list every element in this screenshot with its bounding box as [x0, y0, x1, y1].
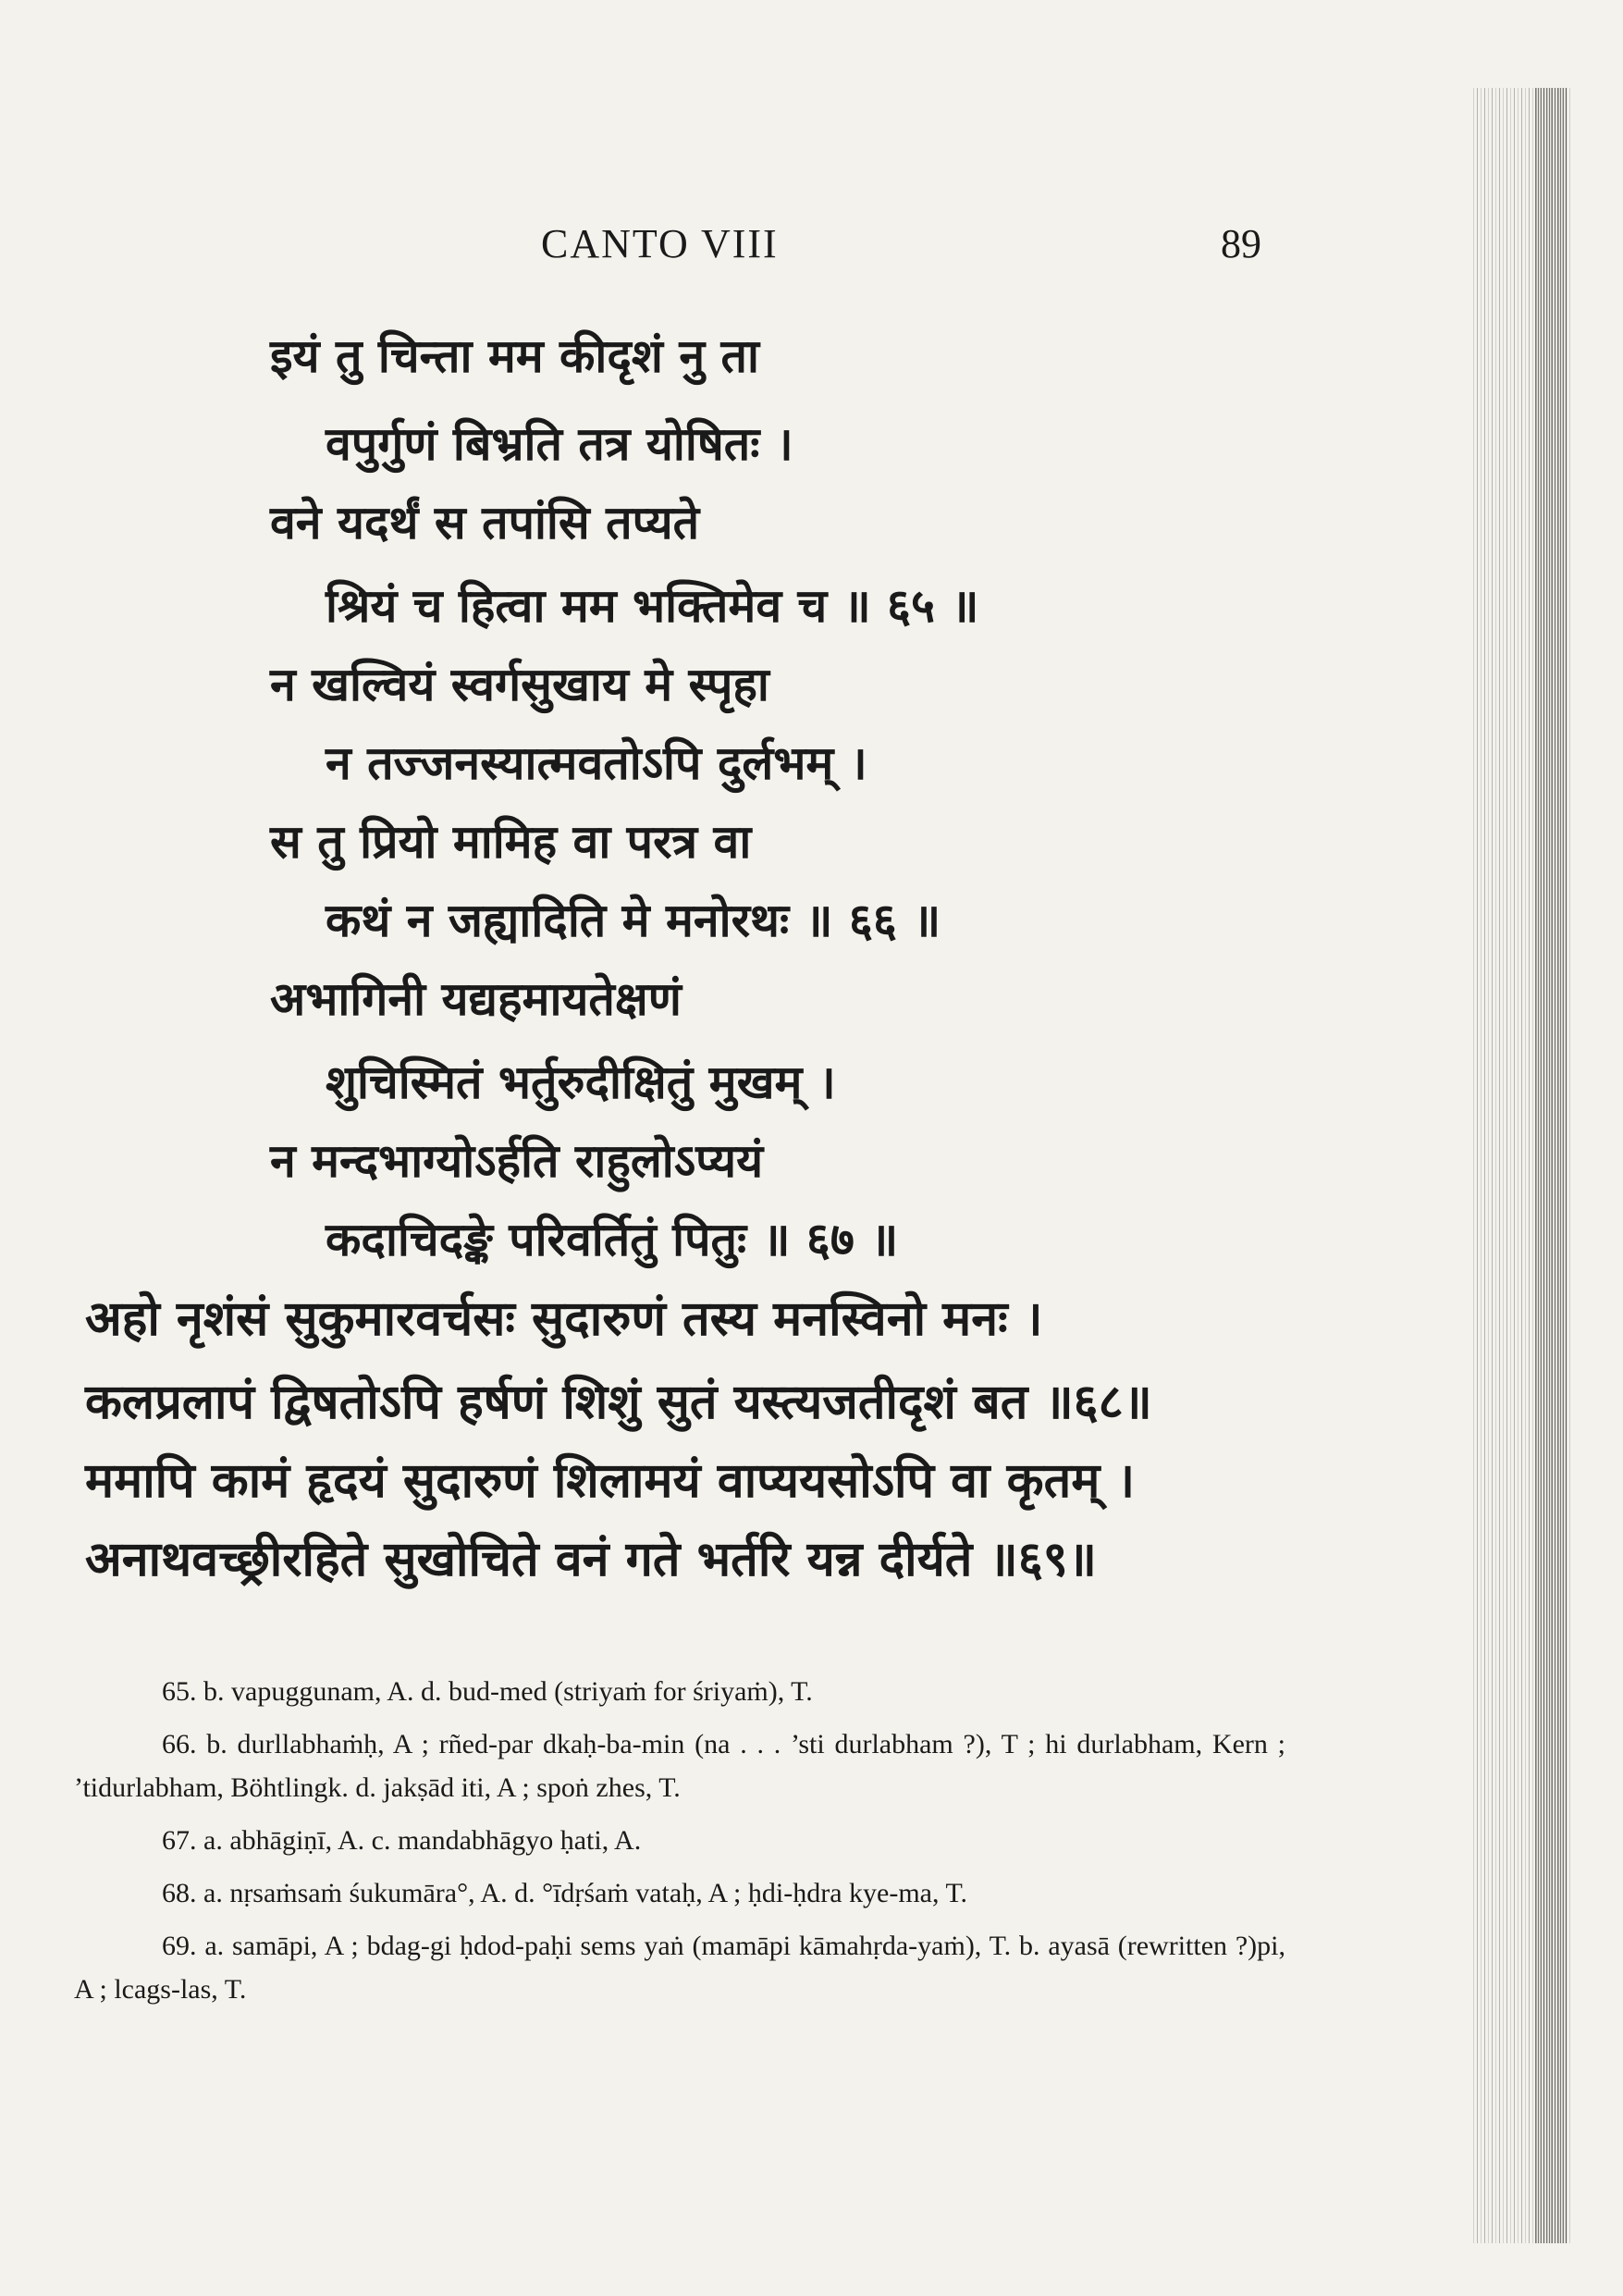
note-68: 68. a. nṛsaṁsaṁ śukumāra°, A. d. °īdṛśaṁ vataḥ, A ; ḥdi-ḥdra kye-ma, T. — [162, 1878, 968, 1908]
verse-line: वने यदर्थं स तपांसि तप्यते — [270, 496, 700, 549]
note-65: 65. b. vapuggunam, A. d. bud-med (striyaṁ for śriyaṁ), T. — [162, 1676, 813, 1707]
verse-line: श्रियं च हित्वा मम भक्तिमेव च ॥ ६५ ॥ — [326, 579, 979, 633]
critical-notes — [74, 1670, 1285, 2020]
verse-line: कलप्रलापं द्विषतोऽपि हर्षणं शिशुं सुतं यस्त्यजतीदृशं बत ॥६८॥ — [85, 1375, 1152, 1430]
note-69: 69. a. samāpi, A ; bdag-gi ḥdod-paḥi sems yaṅ (mamāpi kāmahṛda-yaṁ), T. b. ayasā (rewritten ?)pi, A ; lcags-las, T. — [74, 1931, 1285, 2005]
verse-line: कथं न जह्यादिति मे मनोरथः ॥ ६६ ॥ — [326, 894, 941, 947]
verse-line: अभागिनी यद्यहमायतेक्षणं — [270, 972, 682, 1026]
binding-edge — [1535, 88, 1568, 2243]
verse-line: कदाचिदङ्के परिवर्तितुं पितुः ॥ ६७ ॥ — [326, 1213, 899, 1266]
verse-line: ममापि कामं हृदयं सुदारुणं शिलामयं वाप्ययसोऽपि वा कृतम् । — [85, 1453, 1136, 1509]
verse-line: न तज्जनस्यात्मवतोऽपि दुर्लभम् । — [326, 736, 867, 790]
verse-line: न खल्वियं स्वर्गसुखाय मे स्पृहा — [270, 658, 769, 711]
note-66: 66. b. durllabhaṁḥ, A ; rñed-par dkaḥ-ba-min (na . . . ’sti durlabham ?), T ; hi durlabham, Kern ; ’tidurlabham, Böhtlingk. d. jakṣād iti, A ; spoṅ zhes, T. — [74, 1729, 1285, 1803]
verse-line: वपुर्गुणं बिभ्रति तत्र योषितः । — [326, 417, 793, 471]
canto-title: CANTO VIII — [541, 221, 779, 266]
running-head — [0, 220, 1623, 276]
note-67: 67. a. abhāgiṇī, A. c. mandabhāgyo ḥati, A. — [162, 1825, 642, 1856]
page-number: 89 — [1221, 221, 1261, 266]
verse-line: न मन्दभाग्योऽर्हति राहुलोऽप्ययं — [270, 1134, 764, 1188]
verse-line: इयं तु चिन्ता मम कीदृशं नु ता — [270, 329, 759, 383]
verse-line: अनाथवच्छ्रीरहिते सुखोचिते वनं गते भर्तरि यन्न दीर्यते ॥६९॥ — [85, 1532, 1097, 1587]
verse-line: शुचिस्मितं भर्तुरुदीक्षितुं मुखम् । — [326, 1055, 836, 1109]
verse-line: स तु प्रियो मामिह वा परत्र वा — [270, 815, 752, 869]
verse-line: अहो नृशंसं सुकुमारवर्चसः सुदारुणं तस्य मनस्विनो मनः । — [85, 1291, 1043, 1347]
